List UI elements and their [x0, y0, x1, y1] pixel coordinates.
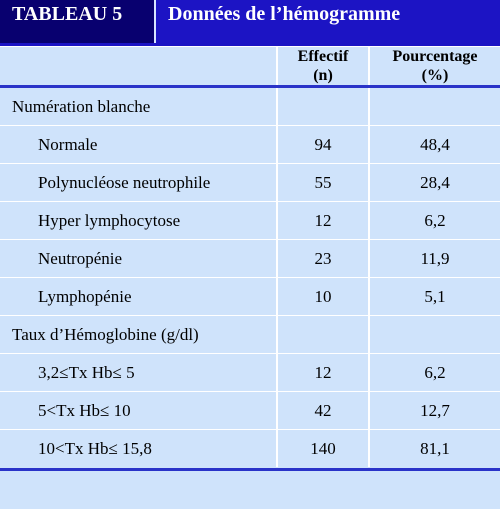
row-label: Normale: [0, 126, 277, 164]
section-row: [0, 316, 500, 354]
table-row: [0, 392, 500, 430]
row-pourcentage: 11,9: [369, 240, 500, 278]
row-effectif: 140: [277, 430, 369, 468]
table-row: [0, 278, 500, 316]
row-pourcentage: 5,1: [369, 278, 500, 316]
row-label: 3,2≤Tx Hb≤ 5: [0, 354, 277, 392]
table-row: [0, 202, 500, 240]
row-pourcentage: 28,4: [369, 164, 500, 202]
table-title-bar: [0, 0, 500, 46]
header-pourcentage-line1: Pourcentage: [392, 48, 478, 65]
row-pourcentage: 81,1: [369, 430, 500, 468]
row-pourcentage: 6,2: [369, 202, 500, 240]
header-effectif-line1: Effectif: [297, 48, 349, 65]
table-row: [0, 430, 500, 468]
table-number: TABLEAU 5: [0, 0, 156, 43]
header-pourcentage: [369, 47, 500, 87]
row-effectif: 94: [277, 126, 369, 164]
row-effectif: 12: [277, 354, 369, 392]
row-label: Neutropénie: [0, 240, 277, 278]
row-effectif: 55: [277, 164, 369, 202]
section-label: Numération blanche: [0, 87, 277, 126]
row-label: 5<Tx Hb≤ 10: [0, 392, 277, 430]
header-effectif-line2: (n): [313, 67, 333, 84]
section-label: Taux d’Hémoglobine (g/dl): [0, 316, 277, 354]
row-effectif: 12: [277, 202, 369, 240]
row-pourcentage: 6,2: [369, 354, 500, 392]
table-row: [0, 354, 500, 392]
bottom-rule: [0, 468, 500, 471]
table-title: Données de l’hémogramme: [168, 3, 401, 25]
section-row: [0, 87, 500, 126]
row-effectif: 10: [277, 278, 369, 316]
row-label: 10<Tx Hb≤ 15,8: [0, 430, 277, 468]
header-empty: [0, 47, 277, 87]
table-row: [0, 240, 500, 278]
row-label: Lymphopénie: [0, 278, 277, 316]
row-pourcentage: 48,4: [369, 126, 500, 164]
row-label: Polynucléose neutrophile: [0, 164, 277, 202]
row-pourcentage: 12,7: [369, 392, 500, 430]
table-row: [0, 126, 500, 164]
row-label: Hyper lymphocytose: [0, 202, 277, 240]
row-effectif: 42: [277, 392, 369, 430]
header-effectif: [277, 47, 369, 87]
header-row: [0, 47, 500, 87]
header-pourcentage-line2: (%): [421, 67, 449, 84]
table-row: [0, 164, 500, 202]
row-effectif: 23: [277, 240, 369, 278]
data-table: [0, 46, 500, 467]
